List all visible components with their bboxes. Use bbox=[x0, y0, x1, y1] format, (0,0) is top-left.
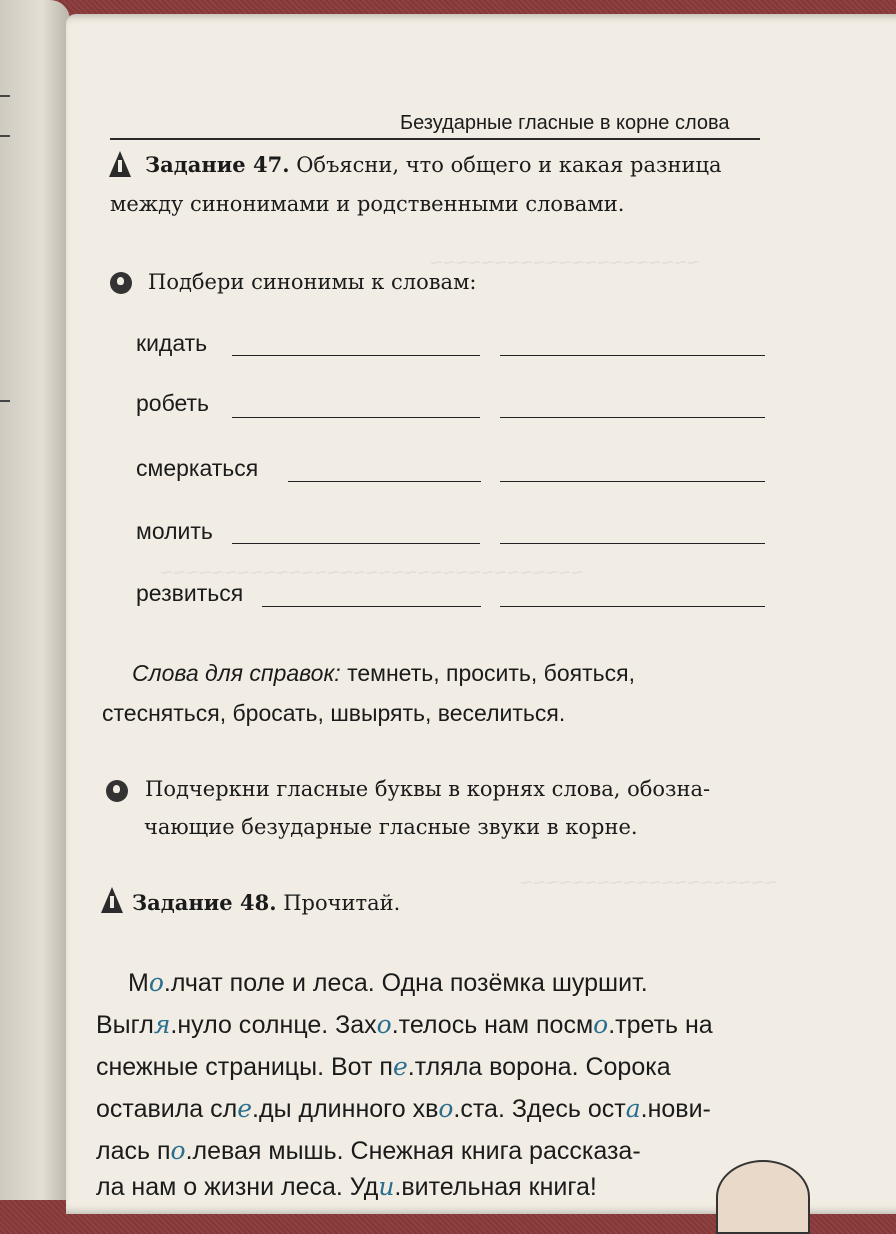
underline-task-line1: Подчеркни гласные буквы в корнях слова, обозна- bbox=[145, 777, 711, 801]
text-segment: снежные страницы. Вот п bbox=[96, 1053, 393, 1081]
page-header-title: Безударные гласные в корне слова bbox=[400, 112, 730, 134]
synonym-word: резвиться bbox=[136, 580, 244, 606]
handwritten-vowel: е bbox=[392, 1052, 408, 1081]
reading-line bbox=[96, 1172, 597, 1202]
reading-line bbox=[128, 968, 648, 998]
synonym-word: смеркаться bbox=[136, 455, 259, 481]
text-segment: .лчат поле и леса. Одна позёмка шуршит. bbox=[163, 969, 648, 997]
reading-line bbox=[96, 1136, 641, 1166]
task-47-line2: между синонимами и родственными словами. bbox=[110, 192, 625, 216]
handwritten-vowel: о bbox=[170, 1136, 186, 1165]
text-segment: оставила сл bbox=[96, 1095, 238, 1123]
exercise-bullet-icon bbox=[106, 780, 128, 802]
exercise-bullet-icon bbox=[110, 272, 132, 294]
left-page-edge bbox=[0, 0, 70, 1200]
answer-line[interactable] bbox=[262, 606, 481, 607]
handwritten-vowel: о bbox=[438, 1094, 454, 1123]
handwritten-vowel: о bbox=[593, 1010, 609, 1039]
text-segment: ла нам о жизни леса. Уд bbox=[96, 1173, 379, 1201]
bleed-through: ~~~~~~~~~~~~~~~~~~~~~~~~~~~~~~~~~ bbox=[160, 560, 584, 585]
text-segment: .телось нам посм bbox=[391, 1011, 594, 1039]
underline-task-line2: чающие безударные гласные звуки в корне. bbox=[144, 815, 638, 839]
reading-line bbox=[96, 1010, 713, 1040]
handwritten-vowel: о bbox=[376, 1010, 392, 1039]
handwritten-vowel: е bbox=[237, 1094, 253, 1123]
answer-line[interactable] bbox=[500, 543, 765, 544]
text-segment: .ста. Здесь ост bbox=[453, 1095, 626, 1123]
left-page-mark bbox=[0, 400, 10, 402]
text-segment: .ды длинного хв bbox=[252, 1095, 439, 1123]
synonym-word: кидать bbox=[136, 330, 208, 356]
answer-line[interactable] bbox=[500, 417, 765, 418]
answer-line[interactable] bbox=[500, 355, 765, 356]
reference-words-2: стесняться, бросать, швырять, веселиться. bbox=[102, 700, 566, 726]
text-segment: .тляла ворона. Сорока bbox=[407, 1053, 671, 1081]
handwritten-vowel: о bbox=[148, 968, 164, 997]
task-triangle-icon bbox=[108, 150, 132, 178]
text-segment: .левая мышь. Снежная книга рассказа- bbox=[185, 1137, 641, 1165]
task-48-label: Задание 48. bbox=[132, 890, 277, 915]
text-segment: .треть на bbox=[608, 1011, 713, 1039]
answer-line[interactable] bbox=[500, 606, 765, 607]
handwritten-vowel: а bbox=[625, 1094, 641, 1123]
bleed-through: ~~~~~~~~~~~~~~~~~~~~~ bbox=[430, 250, 700, 275]
answer-line[interactable] bbox=[232, 417, 480, 418]
task-triangle-icon bbox=[100, 886, 124, 914]
text-segment: М bbox=[128, 969, 149, 997]
reference-line-1 bbox=[132, 660, 635, 687]
handwritten-vowel: я bbox=[153, 1010, 171, 1039]
reading-line bbox=[96, 1052, 671, 1082]
text-segment: .вительная книга! bbox=[394, 1173, 597, 1201]
answer-line[interactable] bbox=[500, 481, 765, 482]
task-47-label: Задание 47. bbox=[145, 152, 290, 177]
synonym-word: робеть bbox=[136, 390, 210, 416]
left-page-mark bbox=[0, 135, 10, 137]
handwritten-vowel: и bbox=[378, 1172, 395, 1201]
reference-label: Слова для справок: bbox=[132, 660, 341, 686]
reading-line bbox=[96, 1094, 711, 1124]
left-page-mark bbox=[0, 95, 10, 97]
mascot-illustration bbox=[716, 1160, 810, 1234]
task-48-heading bbox=[132, 890, 400, 915]
task-47-heading bbox=[145, 152, 721, 177]
task-47-line1: Объясни, что общего и какая разница bbox=[296, 153, 722, 177]
synonyms-instruction: Подбери синонимы к словам: bbox=[148, 270, 477, 294]
header-rule bbox=[110, 138, 760, 140]
answer-line[interactable] bbox=[232, 355, 480, 356]
text-segment: Выгл bbox=[96, 1011, 154, 1039]
text-segment: лась п bbox=[96, 1137, 171, 1165]
reference-words-1: темнеть, просить, бояться, bbox=[347, 660, 635, 686]
synonym-word: молить bbox=[136, 518, 213, 544]
task-48-text: Прочитай. bbox=[283, 891, 401, 915]
bleed-through: ~~~~~~~~~~~~~~~~~~~~ bbox=[520, 870, 777, 895]
answer-line[interactable] bbox=[232, 543, 480, 544]
text-segment: .нови- bbox=[640, 1095, 711, 1123]
text-segment: .нуло солнце. Зах bbox=[170, 1011, 377, 1039]
answer-line[interactable] bbox=[288, 481, 481, 482]
